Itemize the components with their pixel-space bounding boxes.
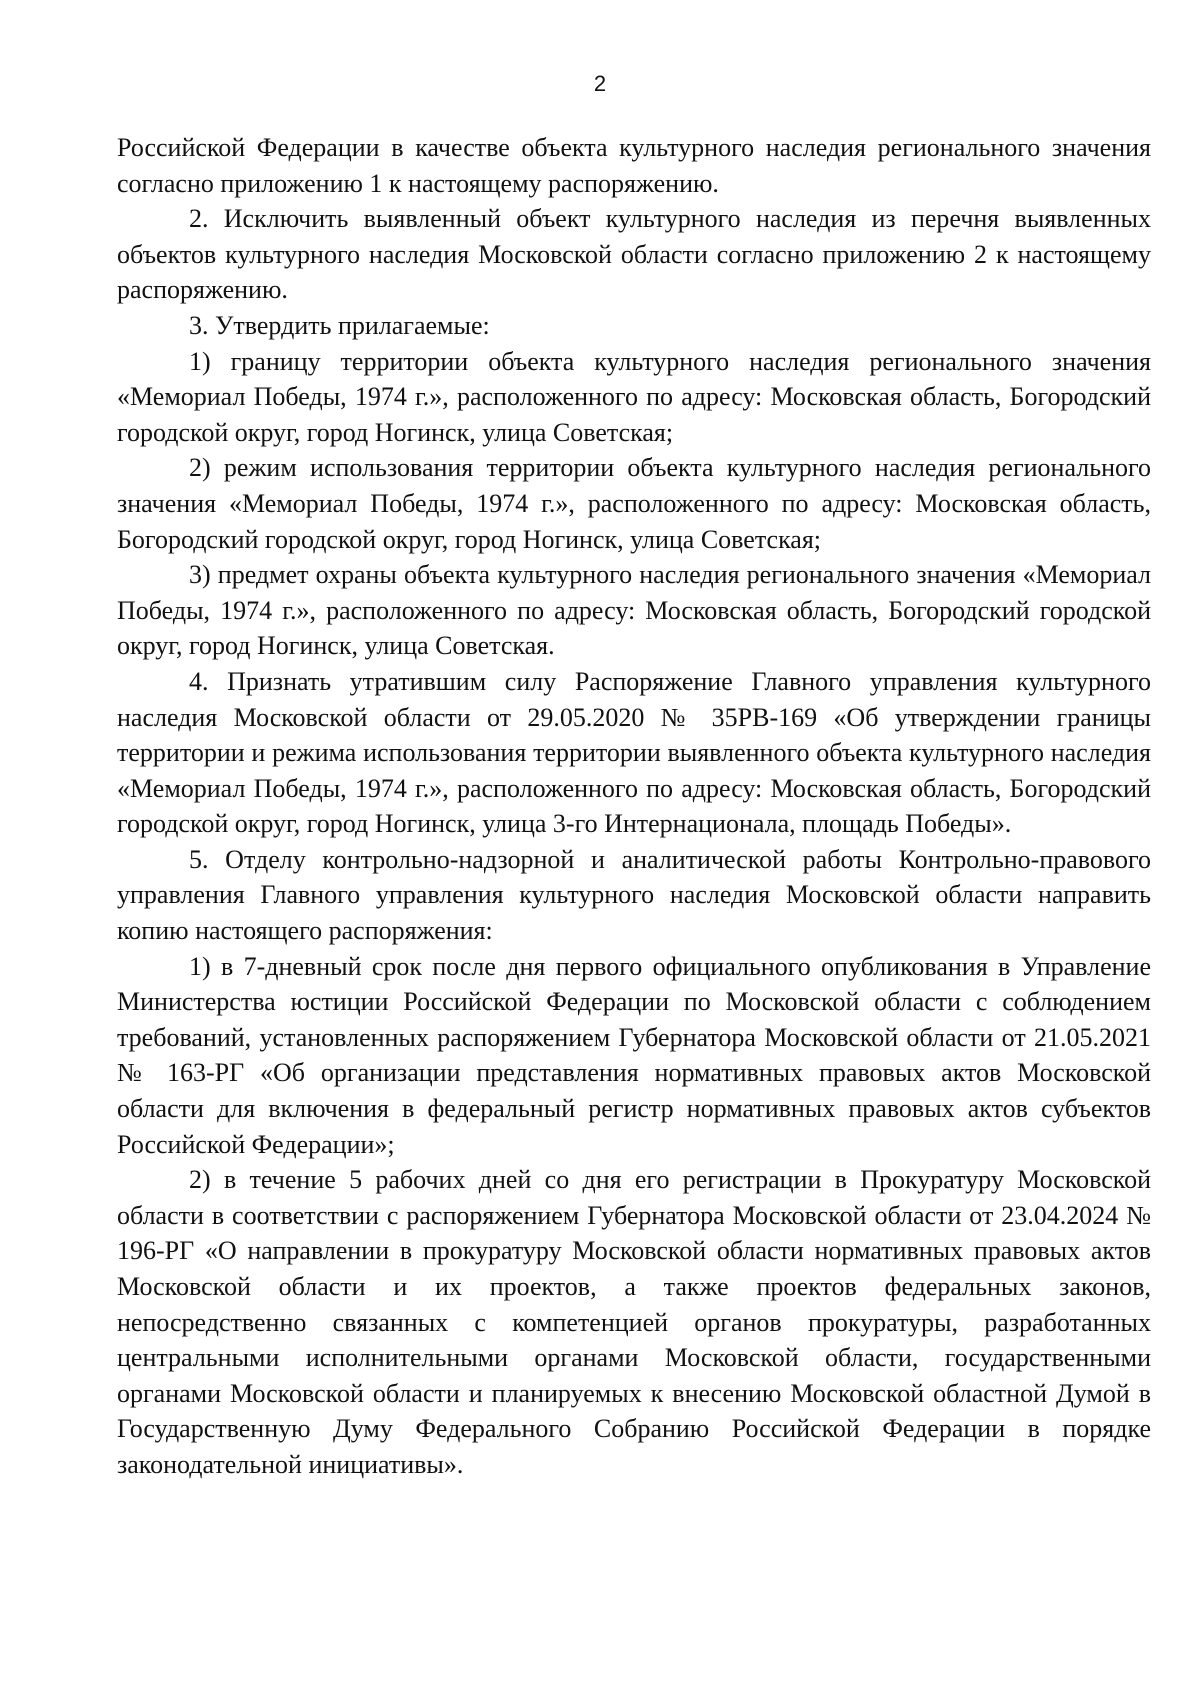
paragraph-item-3-1: 1) границу территории объекта культурного наследия регионального значения «Мемориал Победы, 1974 г.», расположенного по адресу: Московская область, Богородский городской округ, город Ногинск, улица Советская;	[117, 346, 1151, 447]
paragraph-item-3-3: 3) предмет охраны объекта культурного наследия регионального значения «Мемориал Победы, 1974 г.», расположенного по адресу: Московская область, Богородский городской округ, город Ногинск, улица Советская.	[117, 560, 1151, 661]
paragraph-item-4: 4. Признать утратившим силу Распоряжение Главного управления культурного наследия Московской области от 29.05.2020 № 35РВ-169 «Об утверждении границы территории и режима использования территории выявленного объекта культурного наследия «Мемориал Победы, 1974 г.», расположенного по адресу: Московская область, Богородский городской округ, город Ногинск, улица 3-го Интернационала, площадь Победы».	[117, 666, 1151, 839]
paragraph-item-3-2: 2) режим использования территории объекта культурного наследия регионального значения «Мемориал Победы, 1974 г.», расположенного по адресу: Московская область, Богородский городской округ, город Ногинск, улица Советская;	[117, 453, 1151, 554]
document-body	[117, 130, 1151, 1483]
paragraph-item-2: 2. Исключить выявленный объект культурного наследия из перечня выявленных объектов культурного наследия Московской области согласно приложению 2 к настоящему распоряжению.	[117, 204, 1151, 305]
paragraph-item-5: 5. Отделу контрольно-надзорной и аналитической работы Контрольно-правового управления Главного управления культурного наследия Московской области направить копию настоящего распоряжения:	[117, 844, 1151, 946]
paragraph-item-5-2: 2) в течение 5 рабочих дней со дня его регистрации в Прокуратуру Московской области в соответствии с распоряжением Губернатора Московской области от 23.04.2024 № 196-РГ «О направлении в прокуратуру Московской области нормативных правовых актов Московской области и их проектов, а также проектов федеральных законов, непосредственно связанных с компетенцией органов прокуратуры, разработанных центральными исполнительными органами Московской области, государственными органами Московской области и планируемых к внесению Московской областной Думой в Государственную Думу Федерального Собранию Российской Федерации в порядке законодательной инициативы».	[117, 1165, 1151, 1479]
paragraph-item-3: 3. Утвердить прилагаемые:	[189, 310, 490, 340]
paragraph-item-5-1: 1) в 7-дневный срок после дня первого официального опубликования в Управление Министерства юстиции Российской Федерации по Московской области с соблюдением требований, установленных распоряжением Губернатора Московской области от 21.05.2021 № 163-РГ «Об организации представления нормативных правовых актов Московской области для включения в федеральный регистр нормативных правовых актов субъектов Российской Федерации»;	[117, 951, 1151, 1159]
page-number: 2	[593, 71, 607, 96]
paragraph-continuation: Российской Федерации в качестве объекта культурного наследия регионального значения согласно приложению 1 к настоящему распоряжению.	[117, 133, 1151, 198]
